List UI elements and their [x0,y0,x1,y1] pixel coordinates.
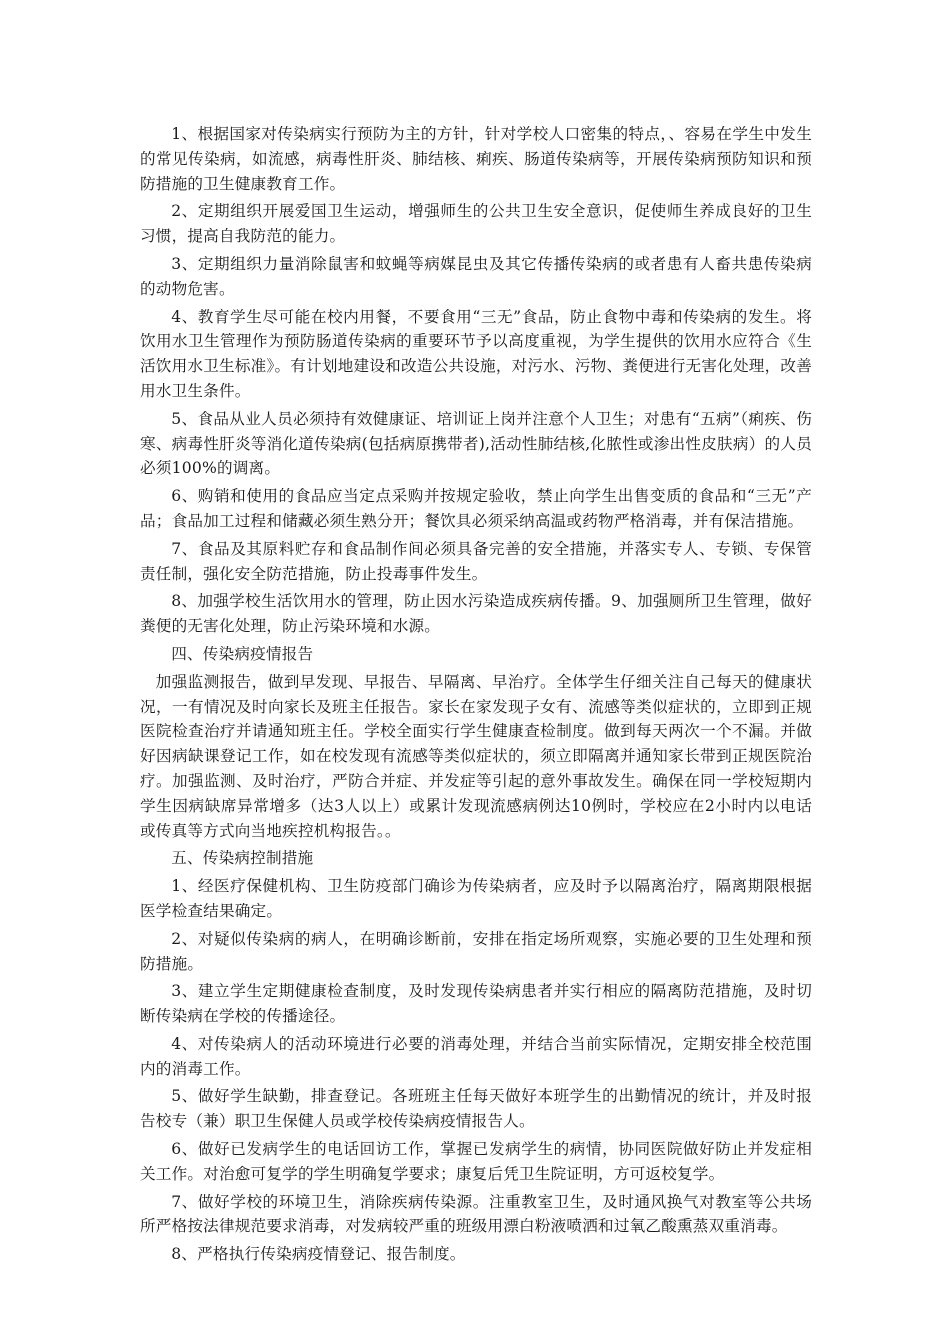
control-item-5: 5、做好学生缺勤，排查登记。各班班主任每天做好本班学生的出勤情况的统计，并及时报告校专（兼）职卫生保健人员或学校传染病疫情报告人。 [140,1087,812,1131]
control-item-3: 3、建立学生定期健康检查制度，及时发现传染病患者并实行相应的隔离防范措施，及时切断传染病在学校的传播途径。 [140,982,812,1026]
control-item-8: 8、严格执行传染病疫情登记、报告制度。 [171,1245,466,1264]
prevention-item-5: 5、食品从业人员必须持有效健康证、培训证上岗并注意个人卫生；对患有“五病”（痢疾、伤寒、病毒性肝炎等消化道传染病(包括病原携带者),活动性肺结核,化脓性或渗出性皮肤病）的人员必须100%的调离。 [140,409,812,478]
document-page [140,122,812,1270]
control-item-2: 2、对疑似传染病的病人，在明确诊断前，安排在指定场所观察，实施必要的卫生处理和预防措施。 [140,929,812,973]
control-item-7: 7、做好学校的环境卫生，消除疾病传染源。注重教室卫生，及时通风换气对教室等公共场所严格按法律规范要求消毒，对发病较严重的班级用漂白粉液喷洒和过氧乙酸熏蒸双重消毒。 [140,1192,812,1236]
section-5-heading: 五、传染病控制措施 [171,849,314,868]
prevention-item-2: 2、定期组织开展爱国卫生运动，增强师生的公共卫生安全意识，促使师生养成良好的卫生习惯，提高自我防范的能力。 [140,202,812,246]
control-item-1: 1、经医疗保健机构、卫生防疫部门确诊为传染病者，应及时予以隔离治疗，隔离期限根据医学检查结果确定。 [140,877,812,920]
prevention-item-3: 3、定期组织力量消除鼠害和蚊蝇等病媒昆虫及其它传播传染病的或者患有人畜共患传染病的动物危害。 [140,254,812,298]
section-4-heading: 四、传染病疫情报告 [171,644,314,663]
control-item-6: 6、做好已发病学生的电话回访工作，掌握已发病学生的病情，协同医院做好防止并发症相关工作。对治愈可复学的学生明确复学要求；康复后凭卫生院证明，方可返校复学。 [140,1140,812,1183]
prevention-item-1: 1、根据国家对传染病实行预防为主的方针，针对学校人口密集的特点，、容易在学生中发生的常见传染病，如流感，病毒性肝炎、肺结核、痢疾、肠道传染病等，开展传染病预防知识和预防措施的卫生健康教育工作。 [140,125,812,193]
control-item-4: 4、对传染病人的活动环境进行必要的消毒处理，并结合当前实际情况，定期安排全校范围内的消毒工作。 [140,1034,812,1078]
prevention-item-8: 8、加强学校生活饮用水的管理，防止因水污染造成疾病传播。9、加强厕所卫生管理，做好粪便的无害化处理，防止污染环境和水源。 [140,592,812,636]
prevention-item-6: 6、购销和使用的食品应当定点采购并按规定验收，禁止向学生出售变质的食品和“三无”产品；食品加工过程和储藏必须生熟分开；餐饮具必须采纳高温或药物严格消毒，并有保洁措施。 [140,487,812,530]
prevention-item-4: 4、教育学生尽可能在校内用餐，不要食用“三无”食品，防止食物中毒和传染病的发生。将饮用水卫生管理作为预防肠道传染病的重要环节予以高度重视，为学生提供的饮用水应符合《生活饮用水卫生标准》。有计划地建设和改造公共设施，对污水、污物、粪便进行无害化处理，改善用水卫生条件。 [140,307,812,400]
prevention-item-7: 7、食品及其原料贮存和食品制作间必须具备完善的安全措施，并落实专人、专锁、专保管责任制，强化安全防范措施，防止投毒事件发生。 [140,539,812,583]
section-4-body: 加强监测报告，做到早发现、早报告、早隔离、早治疗。全体学生仔细关注自己每天的健康状况，一有情况及时向家长及班主任报告。家长在家发现子女有、流感等类似症状的，立即到正规医院检查治疗并请通知班主任。学校全面实行学生健康查检制度。做到每天两次一个不漏。并做好因病缺课登记工作，如在校发现有流感等类似症状的，须立即隔离并通知家长带到正规医院治疗。加强监测、及时治疗，严防合并症、并发症等引起的意外事故发生。确保在同一学校短期内学生因病缺席异常增多（达3人以上）或累计发现流感病例达10例时，学校应在2小时内以电话或传真等方式向当地疾控机构报告。。 [140,672,812,840]
